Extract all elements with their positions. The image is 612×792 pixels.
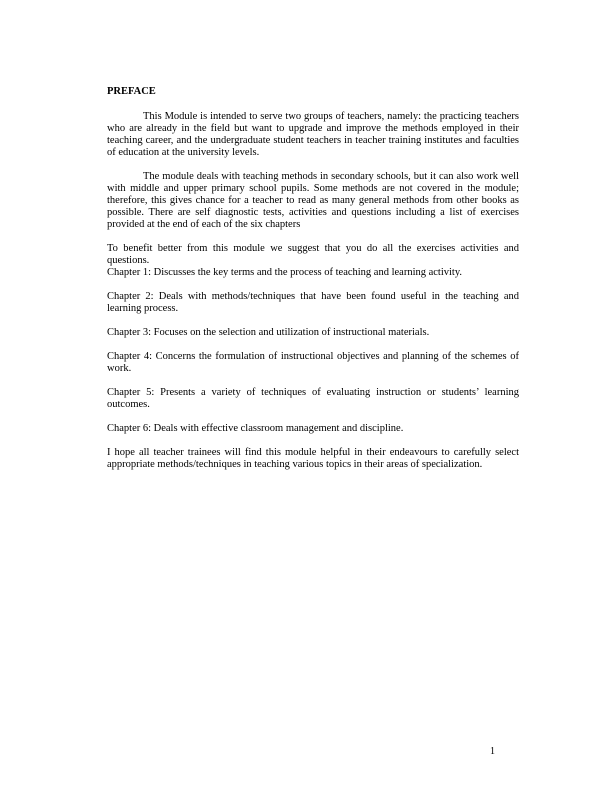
chapter-3-summary: Chapter 3: Focuses on the selection and utilization of instructional materials.	[107, 327, 430, 338]
document-page	[107, 86, 519, 483]
page-title: PREFACE	[107, 86, 156, 97]
chapter-6-summary: Chapter 6: Deals with effective classroom management and discipline.	[107, 423, 404, 434]
scope-paragraph: The module deals with teaching methods in secondary schools, but it can also work well with middle and upper primary school pupils. Some methods are not covered in the module; therefore, this gives chance for a teacher to read as many general methods from other books as possible. There are self diagnostic tests, activities and questions including a list of exercises provided at the end of each of the six chapters	[107, 171, 519, 230]
closing-paragraph: I hope all teacher trainees will find this module helpful in their endeavours to carefully select appropriate methods/techniques in teaching various topics in their areas of specialization.	[107, 447, 519, 470]
chapter-1-summary: Chapter 1: Discusses the key terms and the process of teaching and learning activity.	[107, 267, 463, 278]
suggestion-paragraph: To benefit better from this module we suggest that you do all the exercises activities and questions.	[107, 243, 519, 266]
chapter-4-summary: Chapter 4: Concerns the formulation of instructional objectives and planning of the schemes of work.	[107, 351, 519, 374]
intro-paragraph: This Module is intended to serve two groups of teachers, namely: the practicing teachers who are already in the field but want to upgrade and improve the methods employed in their teaching career, and the undergraduate student teachers in teacher training institutes and faculties of education at the university levels.	[107, 111, 519, 158]
page-number: 1	[490, 746, 495, 757]
chapter-2-summary: Chapter 2: Deals with methods/techniques that have been found useful in the teaching and learning process.	[107, 291, 519, 314]
chapter-5-summary: Chapter 5: Presents a variety of techniques of evaluating instruction or students’ learning outcomes.	[107, 387, 519, 410]
